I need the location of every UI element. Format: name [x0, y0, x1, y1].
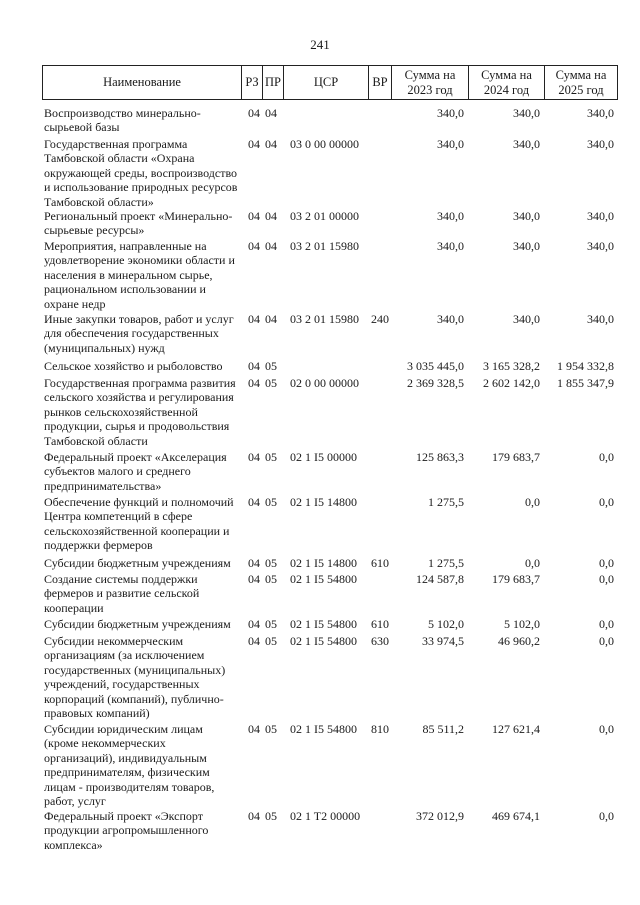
row-vr: 240 — [371, 312, 389, 326]
row-sum-2023: 340,0 — [437, 209, 464, 223]
row-sum-2025: 340,0 — [587, 209, 614, 223]
row-sum-2025: 340,0 — [587, 312, 614, 326]
row-sum-2024: 46 960,2 — [498, 634, 540, 648]
row-pr: 05 — [265, 809, 277, 823]
row-rz: 04 — [248, 209, 260, 223]
row-rz: 04 — [248, 106, 260, 120]
row-name: Воспроизводство минерально- сырьевой базы — [44, 106, 201, 135]
row-rz: 04 — [248, 376, 260, 390]
row-name: Субсидии юридическим лицам (кроме некоммерческих организаций), индивидуальным предпринимателям, физическим лицам - производителям товаров, работ, услуг — [44, 722, 215, 809]
row-sum-2024: 3 165 328,2 — [483, 359, 540, 373]
row-name: Государственная программа развития сельского хозяйства и регулирования рынков сельскохозяйственной продукции, сырья и продовольствия Тамбовской области — [44, 376, 236, 448]
row-sum-2023: 1 275,5 — [428, 556, 464, 570]
row-csr: 03 2 01 15980 — [290, 239, 359, 253]
row-sum-2024: 340,0 — [513, 137, 540, 151]
row-sum-2023: 2 369 328,5 — [407, 376, 464, 390]
row-csr: 02 1 I5 00000 — [290, 450, 357, 464]
row-sum-2023: 340,0 — [437, 239, 464, 253]
row-name: Субсидии бюджетным учреждениям — [44, 617, 231, 631]
row-sum-2023: 340,0 — [437, 137, 464, 151]
row-sum-2024: 340,0 — [513, 209, 540, 223]
page-number: 241 — [310, 37, 330, 52]
header-csr: ЦСР — [313, 75, 339, 89]
row-sum-2023: 1 275,5 — [428, 495, 464, 509]
row-sum-2023: 372 012,9 — [416, 809, 464, 823]
header-vr: ВР — [372, 75, 388, 89]
row-pr: 05 — [265, 376, 277, 390]
row-sum-2025: 1 855 347,9 — [557, 376, 614, 390]
row-pr: 05 — [265, 359, 277, 373]
header-name: Наименование — [103, 75, 181, 89]
row-sum-2024: 179 683,7 — [492, 450, 540, 464]
row-name: Субсидии бюджетным учреждениям — [44, 556, 231, 570]
row-pr: 05 — [265, 617, 277, 631]
row-name: Федеральный проект «Акселерация субъектов малого и среднего предпринимательства» — [44, 450, 227, 493]
row-csr: 02 1 I5 54800 — [290, 634, 357, 648]
row-name: Мероприятия, направленные на удовлетворение экономики области и населения в минеральном сырье, рациональном использовании и охране недр — [44, 239, 235, 311]
row-sum-2025: 0,0 — [599, 617, 614, 631]
row-sum-2024: 340,0 — [513, 239, 540, 253]
row-sum-2025: 0,0 — [599, 572, 614, 586]
row-vr: 810 — [371, 722, 389, 736]
header-rz: РЗ — [245, 75, 259, 89]
row-sum-2025: 340,0 — [587, 106, 614, 120]
row-rz: 04 — [248, 809, 260, 823]
row-rz: 04 — [248, 617, 260, 631]
row-sum-2024: 0,0 — [525, 556, 540, 570]
row-rz: 04 — [248, 312, 260, 326]
row-pr: 04 — [265, 239, 277, 253]
row-sum-2025: 340,0 — [587, 137, 614, 151]
row-name: Федеральный проект «Экспорт продукции агропромышленного комплекса» — [44, 809, 209, 852]
row-sum-2023: 340,0 — [437, 106, 464, 120]
row-name: Создание системы поддержки фермеров и развитие сельской кооперации — [44, 572, 200, 615]
row-csr: 03 0 00 00000 — [290, 137, 359, 151]
row-rz: 04 — [248, 722, 260, 736]
row-vr: 630 — [371, 634, 389, 648]
row-rz: 04 — [248, 556, 260, 570]
row-csr: 02 0 00 00000 — [290, 376, 359, 390]
row-sum-2025: 340,0 — [587, 239, 614, 253]
row-vr: 610 — [371, 617, 389, 631]
row-pr: 05 — [265, 572, 277, 586]
row-name: Обеспечение функций и полномочий Центра компетенций в сфере сельскохозяйственной кооперации и поддержки фермеров — [44, 495, 234, 553]
row-name: Субсидии некоммерческим организациям (за исключением государственных (муниципальных) учреждений, государственных корпораций (компаний), публично- правовых компаний) — [44, 634, 226, 721]
header-sum-2023: Сумма на 2023 год — [404, 67, 456, 97]
row-rz: 04 — [248, 572, 260, 586]
row-pr: 05 — [265, 450, 277, 464]
row-sum-2024: 5 102,0 — [504, 617, 540, 631]
row-sum-2024: 179 683,7 — [492, 572, 540, 586]
row-sum-2024: 2 602 142,0 — [483, 376, 540, 390]
row-pr: 04 — [265, 209, 277, 223]
row-name: Региональный проект «Минерально- сырьевые ресурсы» — [44, 209, 233, 238]
row-csr: 02 1 I5 54800 — [290, 617, 357, 631]
row-pr: 05 — [265, 634, 277, 648]
row-sum-2023: 125 863,3 — [416, 450, 464, 464]
row-rz: 04 — [248, 634, 260, 648]
table-header — [42, 65, 618, 100]
row-csr: 02 1 T2 00000 — [290, 809, 361, 823]
header-sum-2025: Сумма на 2025 год — [555, 67, 607, 97]
header-sum-2024: Сумма на 2024 год — [481, 67, 532, 97]
row-name: Государственная программа Тамбовской области «Охрана окружающей среды, воспроизводство и использование природных ресурсов Тамбовской области» — [44, 137, 238, 209]
row-name: Иные закупки товаров, работ и услуг для обеспечения государственных (муниципальных) нужд — [44, 312, 234, 355]
row-rz: 04 — [248, 450, 260, 464]
header-pr: ПР — [265, 75, 281, 89]
row-sum-2025: 0,0 — [599, 722, 614, 736]
row-sum-2023: 124 587,8 — [416, 572, 464, 586]
row-sum-2023: 3 035 445,0 — [407, 359, 464, 373]
row-pr: 05 — [265, 556, 277, 570]
row-sum-2025: 0,0 — [599, 450, 614, 464]
row-rz: 04 — [248, 495, 260, 509]
row-rz: 04 — [248, 359, 260, 373]
row-pr: 04 — [265, 312, 277, 326]
row-pr: 04 — [265, 106, 277, 120]
row-pr: 05 — [265, 722, 277, 736]
row-sum-2024: 0,0 — [525, 495, 540, 509]
row-pr: 05 — [265, 495, 277, 509]
row-sum-2025: 0,0 — [599, 634, 614, 648]
row-sum-2024: 469 674,1 — [492, 809, 540, 823]
row-sum-2023: 33 974,5 — [422, 634, 464, 648]
row-csr: 02 1 I5 14800 — [290, 556, 357, 570]
row-name: Сельское хозяйство и рыболовство — [44, 359, 223, 373]
row-sum-2025: 1 954 332,8 — [557, 359, 614, 373]
row-rz: 04 — [248, 239, 260, 253]
row-sum-2025: 0,0 — [599, 495, 614, 509]
row-csr: 02 1 I5 54800 — [290, 722, 357, 736]
row-sum-2023: 340,0 — [437, 312, 464, 326]
row-sum-2025: 0,0 — [599, 809, 614, 823]
row-sum-2024: 340,0 — [513, 106, 540, 120]
row-csr: 02 1 I5 54800 — [290, 572, 357, 586]
row-rz: 04 — [248, 137, 260, 151]
row-sum-2023: 85 511,2 — [422, 722, 464, 736]
row-vr: 610 — [371, 556, 389, 570]
row-pr: 04 — [265, 137, 277, 151]
row-sum-2024: 127 621,4 — [492, 722, 540, 736]
row-csr: 02 1 I5 14800 — [290, 495, 357, 509]
row-csr: 03 2 01 00000 — [290, 209, 359, 223]
row-sum-2023: 5 102,0 — [428, 617, 464, 631]
row-csr: 03 2 01 15980 — [290, 312, 359, 326]
row-sum-2024: 340,0 — [513, 312, 540, 326]
row-sum-2025: 0,0 — [599, 556, 614, 570]
